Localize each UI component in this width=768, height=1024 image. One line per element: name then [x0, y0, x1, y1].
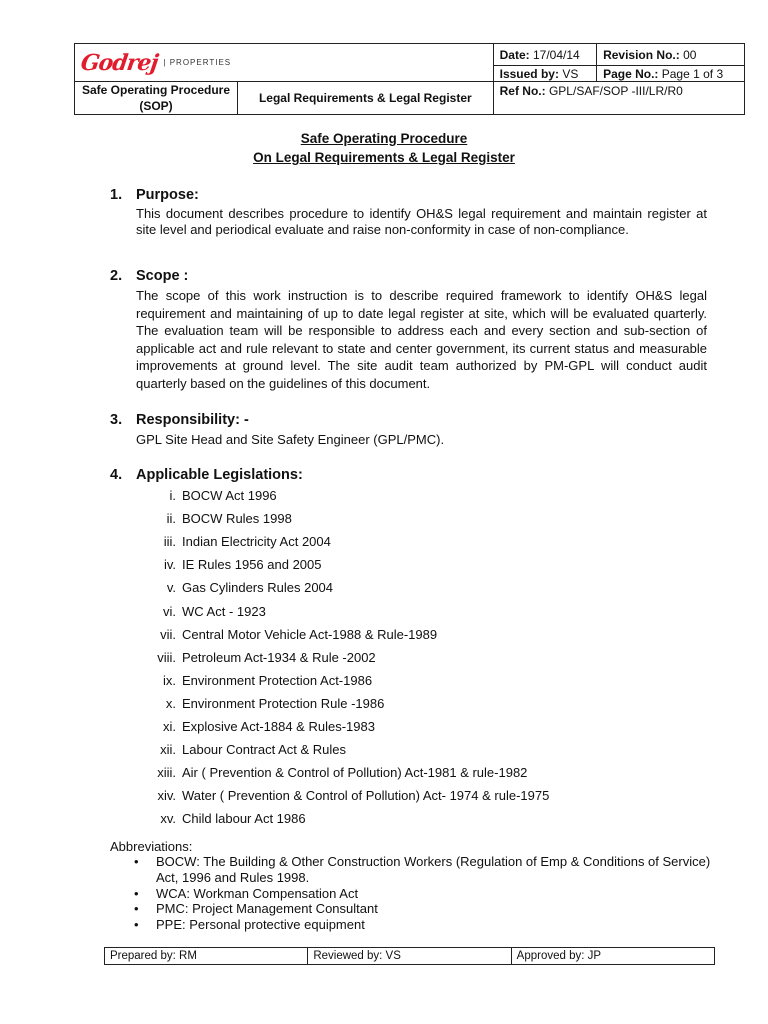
page-no-label: Page No.:: [603, 66, 659, 81]
bullet-icon: •: [134, 854, 139, 869]
list-numeral: xiv.: [157, 788, 176, 804]
issued-label: Issued by:: [499, 66, 559, 81]
company-logo: [81, 50, 487, 76]
list-text: Explosive Act-1884 & Rules-1983: [182, 718, 375, 734]
doc-type-cell: Safe Operating Procedure (SOP): [75, 82, 238, 115]
section-title: Scope :: [136, 268, 189, 284]
list-item: [136, 738, 696, 761]
section-scope-text: The scope of this work instruction is to describe required framework to identify OH&S legal requirement and maintaining of up to date legal register at site, which will be evaluated quarterly. The evaluation team will be responsible to address each and every section and sub-section of applicable act and rule relevant to state and center government, its current status and measurable improvements at ground level. The site audit team authorized by PM-GPL will conduct audit quarterly based on the guidelines of this document.: [136, 288, 707, 391]
doc-title-line2: On Legal Requirements & Legal Register: [253, 150, 515, 165]
issued-value: VS: [562, 66, 579, 81]
list-numeral: xv.: [160, 811, 176, 827]
section-responsibility-text: GPL Site Head and Site Safety Engineer (GPL/PMC).: [136, 432, 445, 447]
list-item: [132, 901, 712, 917]
list-text: Petroleum Act-1934 & Rule -2002: [182, 649, 376, 665]
list-numeral: xii.: [160, 742, 176, 758]
section-purpose-text: This document describes procedure to identify OH&S legal requirement and maintain register at site level and periodical evaluate and raise non-conformity in case of non-compliance.: [136, 206, 707, 238]
list-numeral: x.: [165, 695, 176, 711]
list-item: [136, 761, 696, 784]
list-numeral: ii.: [166, 511, 176, 527]
list-text: BOCW Rules 1998: [182, 511, 292, 527]
list-numeral: iii.: [163, 534, 176, 550]
page-no-cell: [597, 66, 745, 82]
list-text: Water ( Prevention & Control of Pollution) Act- 1974 & rule-1975: [182, 788, 550, 804]
document-footer: [104, 947, 715, 965]
list-numeral: iv.: [163, 557, 176, 573]
list-item: [136, 530, 696, 553]
date-label: Date:: [499, 47, 530, 62]
revision-cell: [597, 44, 745, 66]
list-text: BOCW Act 1996: [182, 488, 277, 504]
ref-label: Ref No.:: [499, 84, 546, 98]
section-scope-heading: [110, 268, 188, 284]
list-item: [136, 692, 696, 715]
logo-cell: [75, 44, 494, 82]
list-text: BOCW: The Building & Other Construction Workers (Regulation of Emp & Conditions of Service) Act, 1996 and Rules 1998.: [156, 854, 711, 885]
list-item: [132, 854, 712, 886]
list-numeral: vi.: [163, 603, 176, 619]
list-numeral: i.: [169, 488, 176, 504]
section-title: Purpose:: [136, 187, 199, 203]
logo-suffix: | PROPERTIES: [163, 58, 232, 67]
section-title: Responsibility: -: [136, 412, 249, 428]
list-text: Central Motor Vehicle Act-1988 & Rule-1989: [182, 626, 438, 642]
list-item: [132, 917, 712, 933]
list-numeral: vii.: [160, 626, 176, 642]
list-text: PPE: Personal protective equipment: [156, 917, 365, 933]
legislations-list: [136, 484, 696, 830]
list-text: PMC: Project Management Consultant: [156, 901, 378, 917]
page-no-value: Page 1 of 3: [661, 66, 724, 81]
date-value: 17/04/14: [532, 47, 580, 62]
section-number: 1.: [110, 187, 123, 203]
list-numeral: viii.: [157, 649, 176, 665]
doc-title-line1: Safe Operating Procedure: [300, 131, 468, 146]
revision-label: Revision No.:: [603, 47, 680, 62]
abbreviations-list: [132, 854, 712, 933]
list-item: [136, 553, 696, 576]
list-item: [136, 807, 696, 830]
list-text: Air ( Prevention & Control of Pollution) Act-1981 & rule-1982: [182, 765, 528, 781]
list-text: WC Act - 1923: [182, 603, 266, 619]
section-responsibility-heading: [110, 412, 249, 428]
ref-cell: [493, 82, 744, 115]
document-header: [74, 43, 745, 113]
bullet-icon: •: [134, 917, 139, 933]
revision-value: 00: [683, 47, 697, 62]
issued-cell: [493, 66, 596, 82]
list-item: [132, 886, 712, 902]
prepared-by-cell: Prepared by: RM: [105, 948, 308, 965]
date-cell: [493, 44, 596, 66]
list-numeral: ix.: [163, 672, 176, 688]
list-item: [136, 623, 696, 646]
list-text: Labour Contract Act & Rules: [182, 742, 347, 758]
list-item: [136, 599, 696, 622]
doc-subject-cell: Legal Requirements & Legal Register: [238, 82, 494, 115]
list-item: [136, 784, 696, 807]
list-item: [136, 715, 696, 738]
list-text: Indian Electricity Act 2004: [182, 534, 331, 550]
abbreviations-heading: Abbreviations:: [110, 839, 193, 854]
reviewed-by-cell: Reviewed by: VS: [308, 948, 511, 965]
section-purpose-heading: [110, 187, 199, 203]
list-text: Gas Cylinders Rules 2004: [182, 580, 334, 596]
list-numeral: xi.: [163, 718, 176, 734]
list-item: [136, 507, 696, 530]
bullet-icon: •: [134, 885, 139, 901]
section-number: 3.: [110, 412, 123, 428]
list-numeral: v.: [166, 580, 176, 596]
list-item: [136, 576, 696, 599]
bullet-icon: •: [134, 901, 139, 917]
section-number: 2.: [110, 268, 123, 284]
approved-by-cell: Approved by: JP: [511, 948, 714, 965]
section-number: 4.: [110, 467, 123, 483]
list-text: WCA: Workman Compensation Act: [156, 885, 359, 901]
ref-value: GPL/SAF/SOP -III/LR/R0: [548, 84, 683, 98]
list-text: IE Rules 1956 and 2005: [182, 557, 322, 573]
section-legislations-heading: [110, 467, 303, 483]
list-text: Child labour Act 1986: [182, 811, 306, 827]
section-title: Applicable Legislations:: [136, 467, 303, 483]
list-item: [136, 646, 696, 669]
list-text: Environment Protection Rule -1986: [182, 695, 385, 711]
logo-wordmark: Godrej: [79, 49, 160, 76]
list-item: [136, 484, 696, 507]
list-numeral: xiii.: [157, 765, 176, 781]
list-text: Environment Protection Act-1986: [182, 672, 373, 688]
list-item: [136, 669, 696, 692]
